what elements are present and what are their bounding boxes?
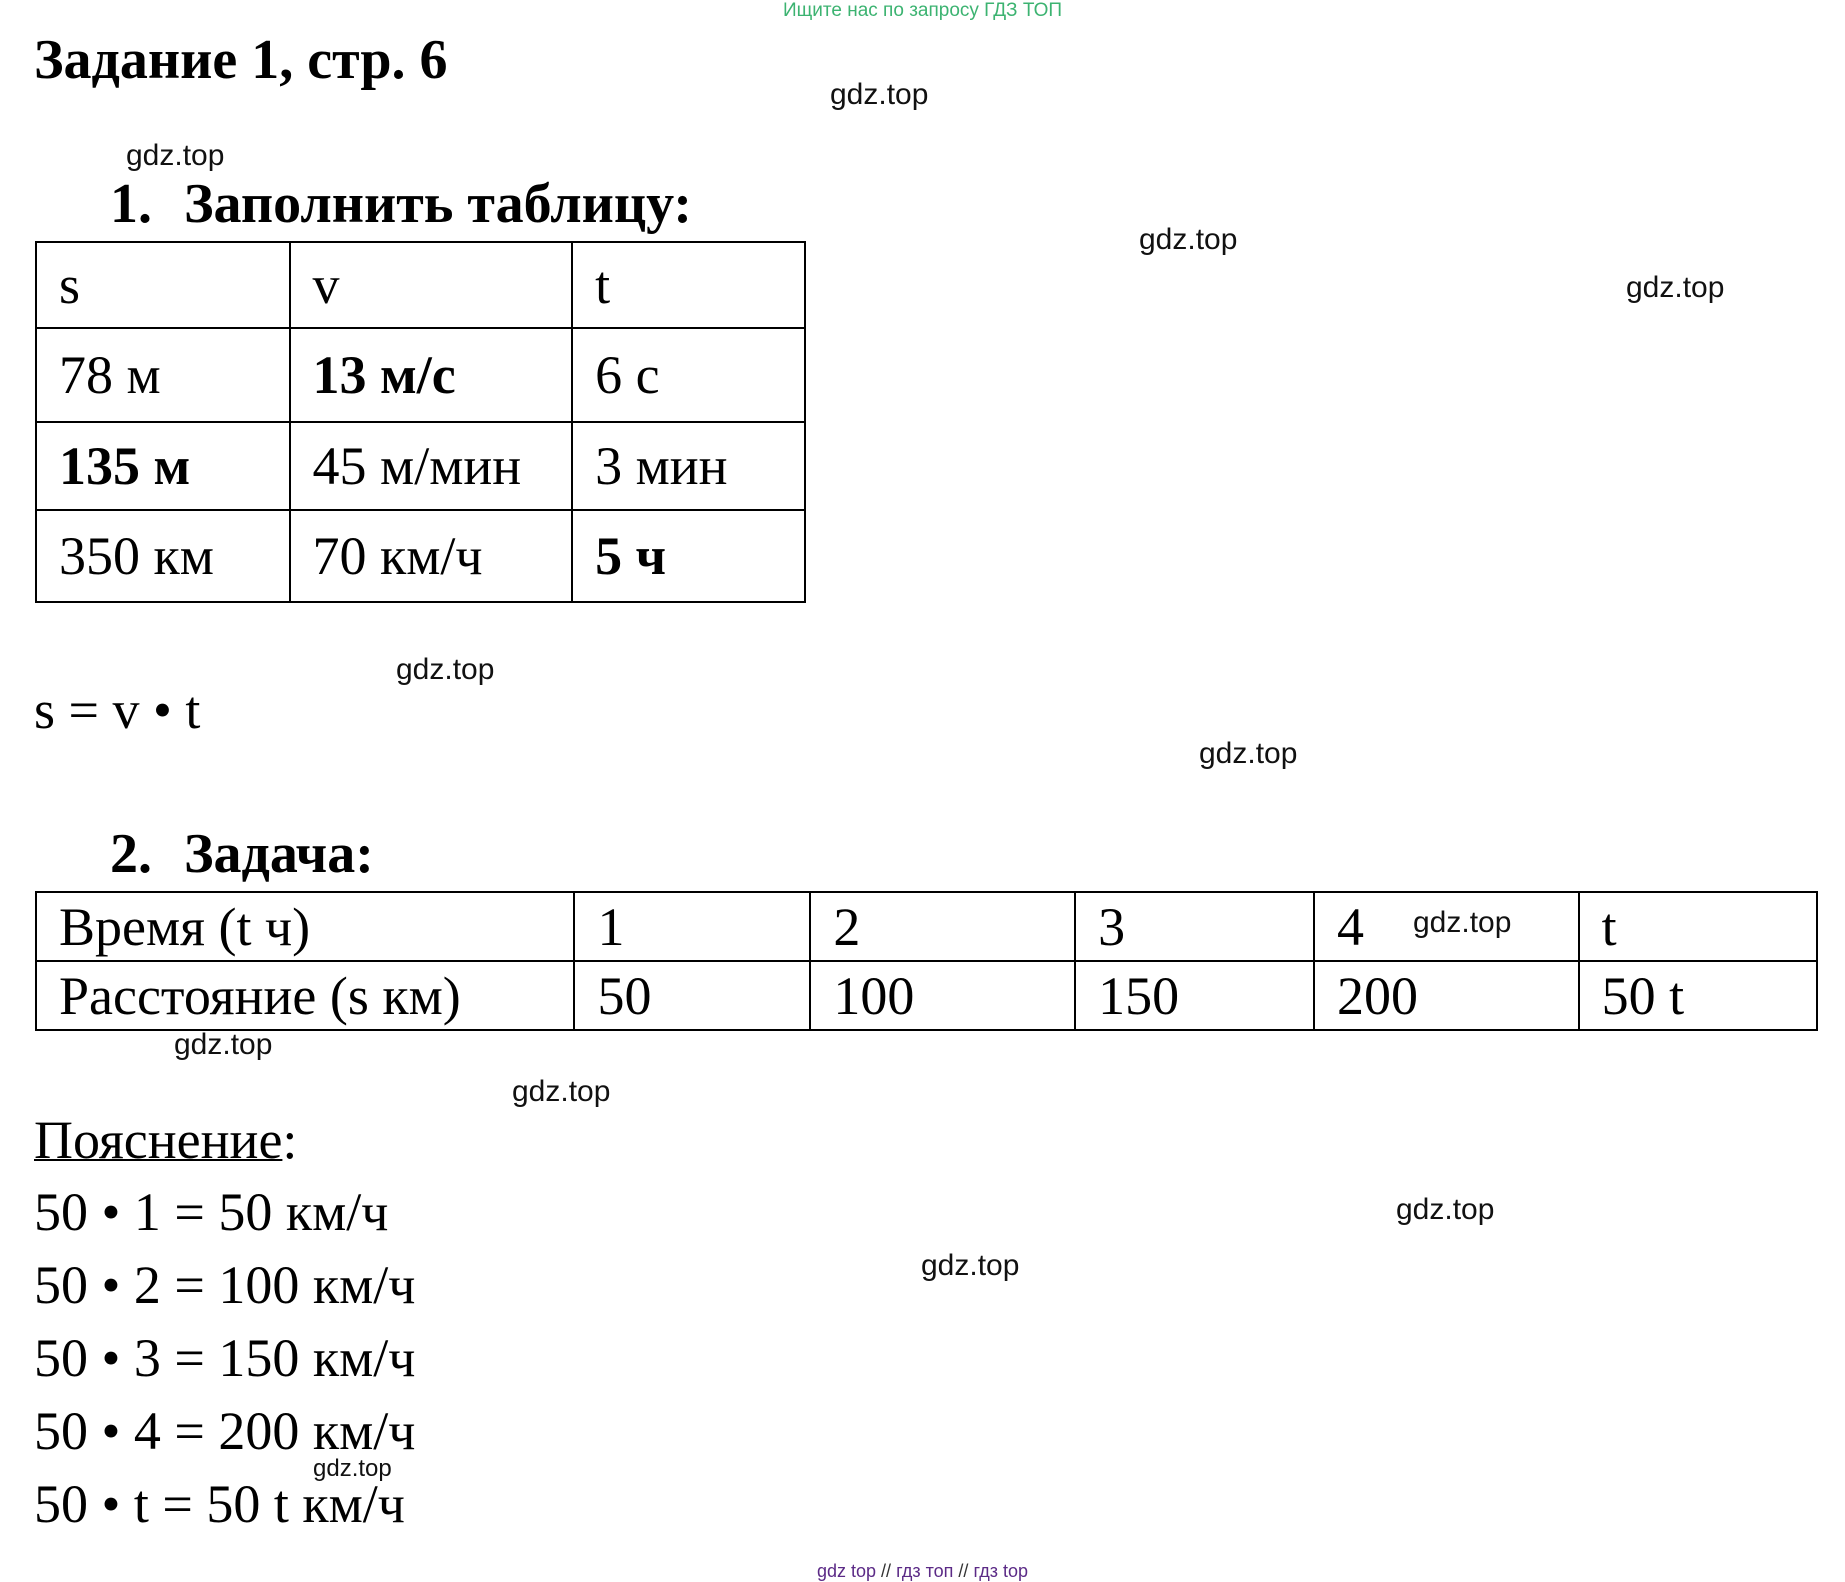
watermark: gdz.top: [174, 1028, 273, 1061]
speed-table: [35, 241, 806, 603]
section-2-title: Задача:: [184, 823, 374, 885]
table-cell: 6 с: [572, 328, 805, 422]
watermark: gdz.top: [921, 1249, 1020, 1282]
table-cell: 100: [810, 961, 1075, 1030]
table-cell: Расстояние (s км): [36, 961, 574, 1030]
explanation-line: 50 • 1 = 50 км/ч: [34, 1182, 389, 1242]
table-cell: Время (t ч): [36, 892, 574, 961]
watermark: gdz.top: [1199, 737, 1298, 770]
table-cell: 350 км: [36, 510, 290, 602]
table-cell: 50: [574, 961, 810, 1030]
watermark: gdz.top: [126, 139, 225, 172]
table-cell: t: [1579, 892, 1817, 961]
explanation-heading: [34, 1108, 297, 1172]
table-cell: 70 км/ч: [290, 510, 573, 602]
explanation-line: 50 • 4 = 200 км/ч: [34, 1401, 416, 1461]
watermark: gdz.top: [396, 653, 495, 686]
table-row: [36, 892, 1817, 961]
section-1-title: Заполнить таблицу:: [184, 173, 693, 235]
table-cell: 45 м/мин: [290, 422, 573, 510]
page-title: Задание 1, стр. 6: [34, 29, 448, 91]
table-cell: t: [572, 242, 805, 328]
footer: [0, 1560, 1845, 1582]
table-cell: v: [290, 242, 573, 328]
watermark: gdz.top: [512, 1075, 611, 1108]
explanation-line: 50 • 3 = 150 км/ч: [34, 1328, 416, 1388]
table-cell: 3: [1075, 892, 1314, 961]
table-cell: 50 t: [1579, 961, 1817, 1030]
table-row: [36, 328, 805, 422]
table-cell: 200: [1314, 961, 1579, 1030]
watermark: gdz.top: [1396, 1193, 1495, 1226]
table-row: [36, 242, 805, 328]
table-row: [36, 422, 805, 510]
footer-link[interactable]: гдз top: [973, 1561, 1028, 1581]
footer-separator: //: [958, 1561, 969, 1581]
watermark: gdz.top: [1626, 271, 1725, 304]
table-cell: 2: [810, 892, 1075, 961]
watermark: gdz.top: [313, 1455, 392, 1482]
table-cell: 13 м/с: [290, 328, 573, 422]
table-cell: 4: [1314, 892, 1579, 961]
table-cell: 1: [574, 892, 810, 961]
watermark: gdz.top: [830, 78, 929, 111]
formula: s = v • t: [34, 680, 201, 740]
section-2-heading: [110, 822, 374, 886]
top-banner: Ищите нас по запросу ГДЗ ТОП: [782, 0, 1063, 21]
footer-separator: //: [881, 1561, 892, 1581]
table-cell: 135 м: [36, 422, 290, 510]
section-1-heading: [110, 172, 692, 236]
watermark: gdz.top: [1413, 906, 1512, 939]
explanation-line: 50 • t = 50 t км/ч: [34, 1474, 405, 1534]
section-2-number: 2.: [110, 823, 152, 885]
footer-link[interactable]: гдз топ: [896, 1561, 954, 1581]
table-cell: 150: [1075, 961, 1314, 1030]
table-cell: s: [36, 242, 290, 328]
explanation-line: 50 • 2 = 100 км/ч: [34, 1255, 416, 1315]
watermark: gdz.top: [1139, 223, 1238, 256]
table-row: [36, 961, 1817, 1030]
table-row: [36, 510, 805, 602]
footer-link[interactable]: gdz top: [816, 1561, 877, 1581]
table-cell: 78 м: [36, 328, 290, 422]
section-1-number: 1.: [110, 173, 152, 235]
table-cell: 5 ч: [572, 510, 805, 602]
explanation-colon: :: [282, 1110, 298, 1170]
explanation-title: Пояснение: [34, 1110, 283, 1170]
task-table: [35, 891, 1818, 1031]
table-cell: 3 мин: [572, 422, 805, 510]
